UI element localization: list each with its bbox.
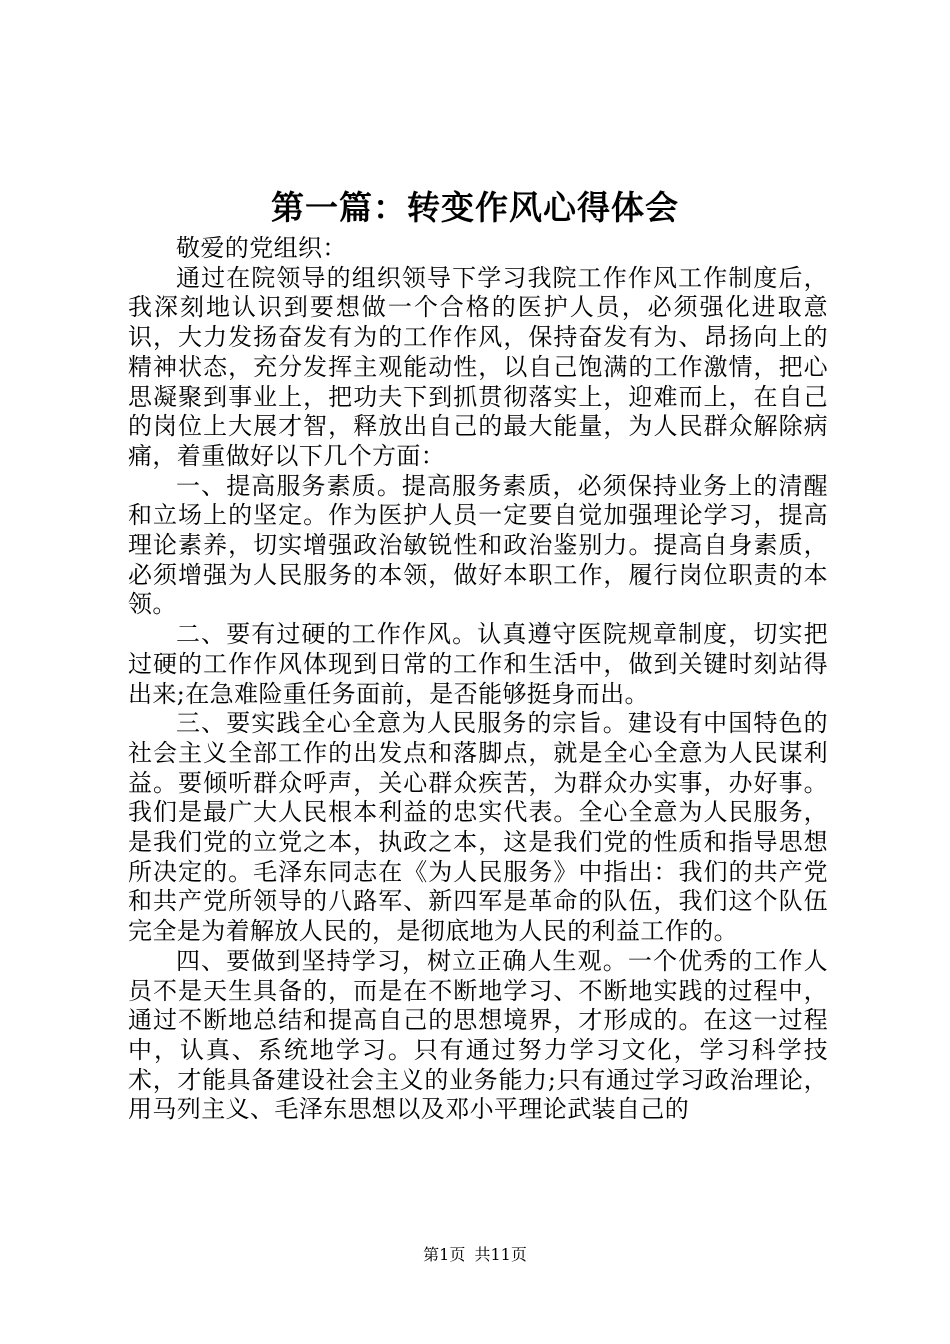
page-total: 共11页 — [474, 1245, 527, 1264]
paragraph-section-4: 四、要做到坚持学习，树立正确人生观。一个优秀的工作人员不是天生具备的，而是在不断地学习、不断地实践的过程中，通过不断地总结和提高自己的思想境界，才形成的。在这一过程中，认真、系统地学习。只有通过努力学习文化，学习科学技术，才能具备建设社会主义的业务能力;只有通过学习政治理论，用马列主义、毛泽东思想以及邓小平理论武装自己的 — [128, 946, 828, 1124]
document-body — [128, 234, 828, 1125]
paragraph-section-3: 三、要实践全心全意为人民服务的宗旨。建设有中国特色的社会主义全部工作的出发点和落脚点，就是全心全意为人民谋利益。要倾听群众呼声，关心群众疾苦，为群众办实事，办好事。我们是最广大人民根本利益的忠实代表。全心全意为人民服务，是我们党的立党之本，执政之本，这是我们党的性质和指导思想所决定的。毛泽东同志在《为人民服务》中指出：我们的共产党和共产党所领导的八路军、新四军是革命的队伍，我们这个队伍完全是为着解放人民的，是彻底地为人民的利益工作的。 — [128, 709, 828, 946]
paragraph-section-1: 一、提高服务素质。提高服务素质，必须保持业务上的清醒和立场上的坚定。作为医护人员一定要自觉加强理论学习，提高理论素养，切实增强政治敏锐性和政治鉴别力。提高自身素质，必须增强为人民服务的本领，做好本职工作，履行岗位职责的本领。 — [128, 471, 828, 619]
paragraph-section-2: 二、要有过硬的工作作风。认真遵守医院规章制度，切实把过硬的工作作风体现到日常的工作和生活中，做到关键时刻站得出来;在急难险重任务面前，是否能够挺身而出。 — [128, 620, 828, 708]
paragraph-intro: 通过在院领导的组织领导下学习我院工作作风工作制度后，我深刻地认识到要想做一个合格的医护人员，必须强化进取意识，大力发扬奋发有为的工作作风，保持奋发有为、昂扬向上的精神状态，充分发挥主观能动性，以自己饱满的工作激情，把心思凝聚到事业上，把功夫下到抓贯彻落实上，迎难而上，在自己的岗位上大展才智，释放出自己的最大能量，为人民群众解除病痛，着重做好以下几个方面： — [128, 263, 828, 470]
page-number: 第1页 — [423, 1245, 466, 1264]
page-footer — [0, 1244, 950, 1266]
salutation: 敬爱的党组织： — [176, 234, 347, 262]
document-title: 第一篇：转变作风心得体会 — [271, 188, 679, 227]
